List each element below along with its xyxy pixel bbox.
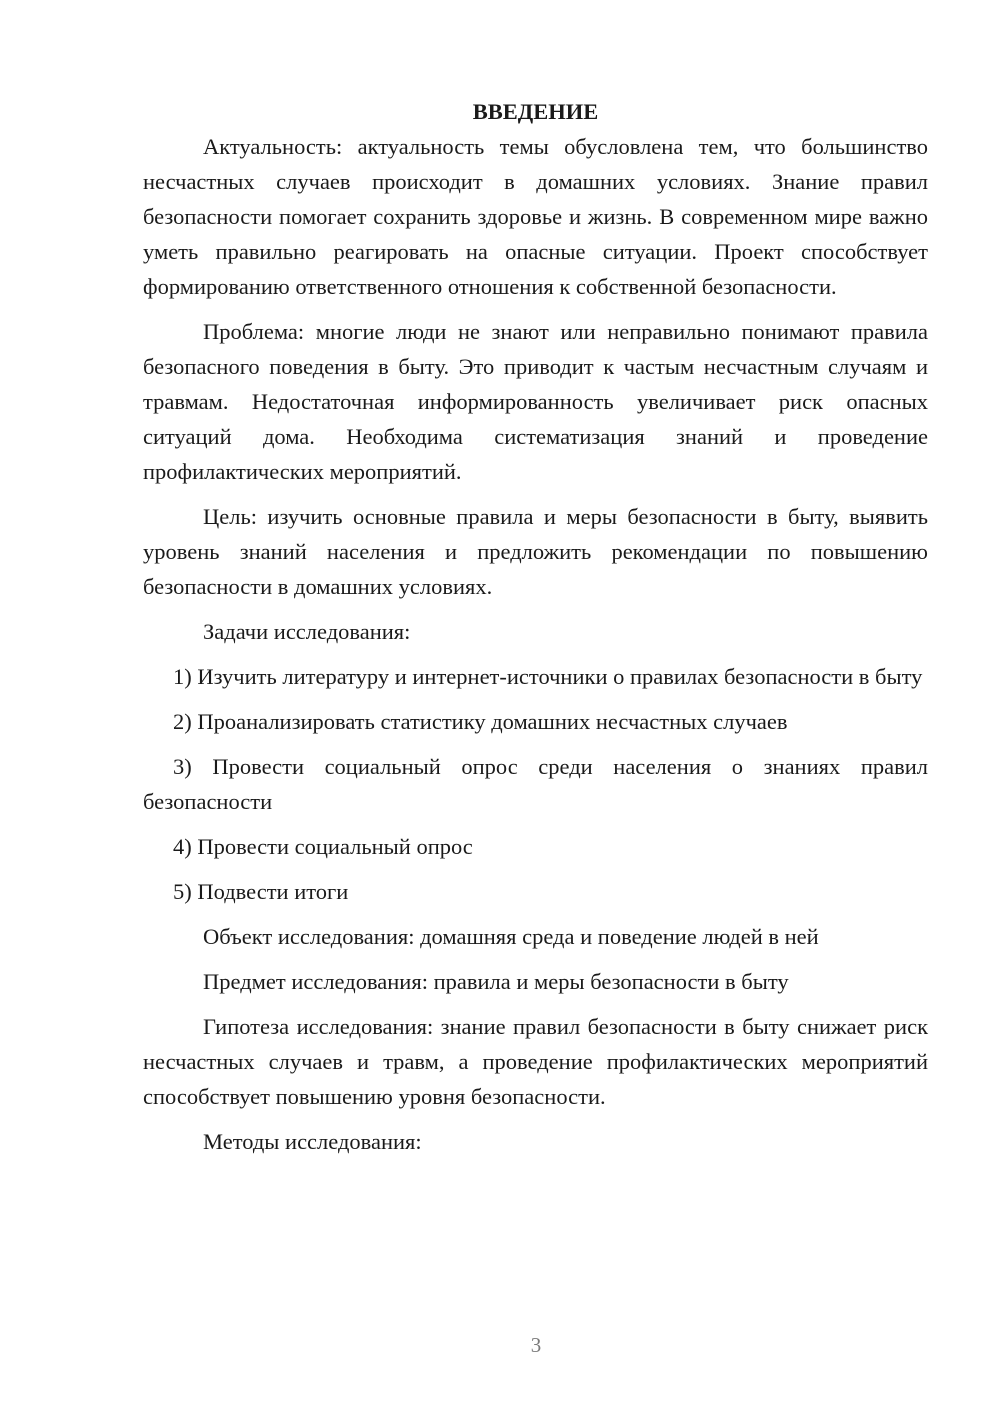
subject-paragraph: Предмет исследования: правила и меры безопасности в быту	[203, 969, 789, 994]
task-item-4: 4) Провести социальный опрос	[173, 834, 473, 859]
hypothesis-paragraph: Гипотеза исследования: знание правил безопасности в быту снижает риск несчастных случаев и травм, а проведение профилактических мероприятий способствует повышению уровня безопасности.	[143, 1014, 928, 1109]
methods-heading: Методы исследования:	[203, 1129, 422, 1154]
task-item-1: 1) Изучить литературу и интернет-источники о правилах безопасности в быту	[173, 664, 923, 689]
section-title: ВВЕДЕНИЕ	[472, 99, 599, 124]
page-content	[143, 94, 928, 1159]
task-item-3: 3) Провести социальный опрос среди населения о знаниях правил безопасности	[143, 754, 928, 814]
object-paragraph: Объект исследования: домашняя среда и поведение людей в ней	[203, 924, 819, 949]
relevance-paragraph: Актуальность: актуальность темы обусловлена тем, что большинство несчастных случаев происходит в домашних условиях. Знание правил безопасности помогает сохранить здоровье и жизнь. В современном мире важно уметь правильно реагировать на опасные ситуации. Проект способствует формированию ответственного отношения к собственной безопасности.	[143, 134, 928, 299]
problem-paragraph: Проблема: многие люди не знают или неправильно понимают правила безопасного поведения в быту. Это приводит к частым несчастным случаям и травмам. Недостаточная информированность увеличивает риск опасных ситуаций дома. Необходима систематизация знаний и проведение профилактических мероприятий.	[143, 319, 928, 484]
task-item-5: 5) Подвести итоги	[173, 879, 349, 904]
goal-paragraph: Цель: изучить основные правила и меры безопасности в быту, выявить уровень знаний населения и предложить рекомендации по повышению безопасности в домашних условиях.	[143, 504, 928, 599]
tasks-heading: Задачи исследования:	[203, 619, 411, 644]
page-number: 3	[530, 1333, 542, 1357]
task-item-2: 2) Проанализировать статистику домашних несчастных случаев	[173, 709, 788, 734]
